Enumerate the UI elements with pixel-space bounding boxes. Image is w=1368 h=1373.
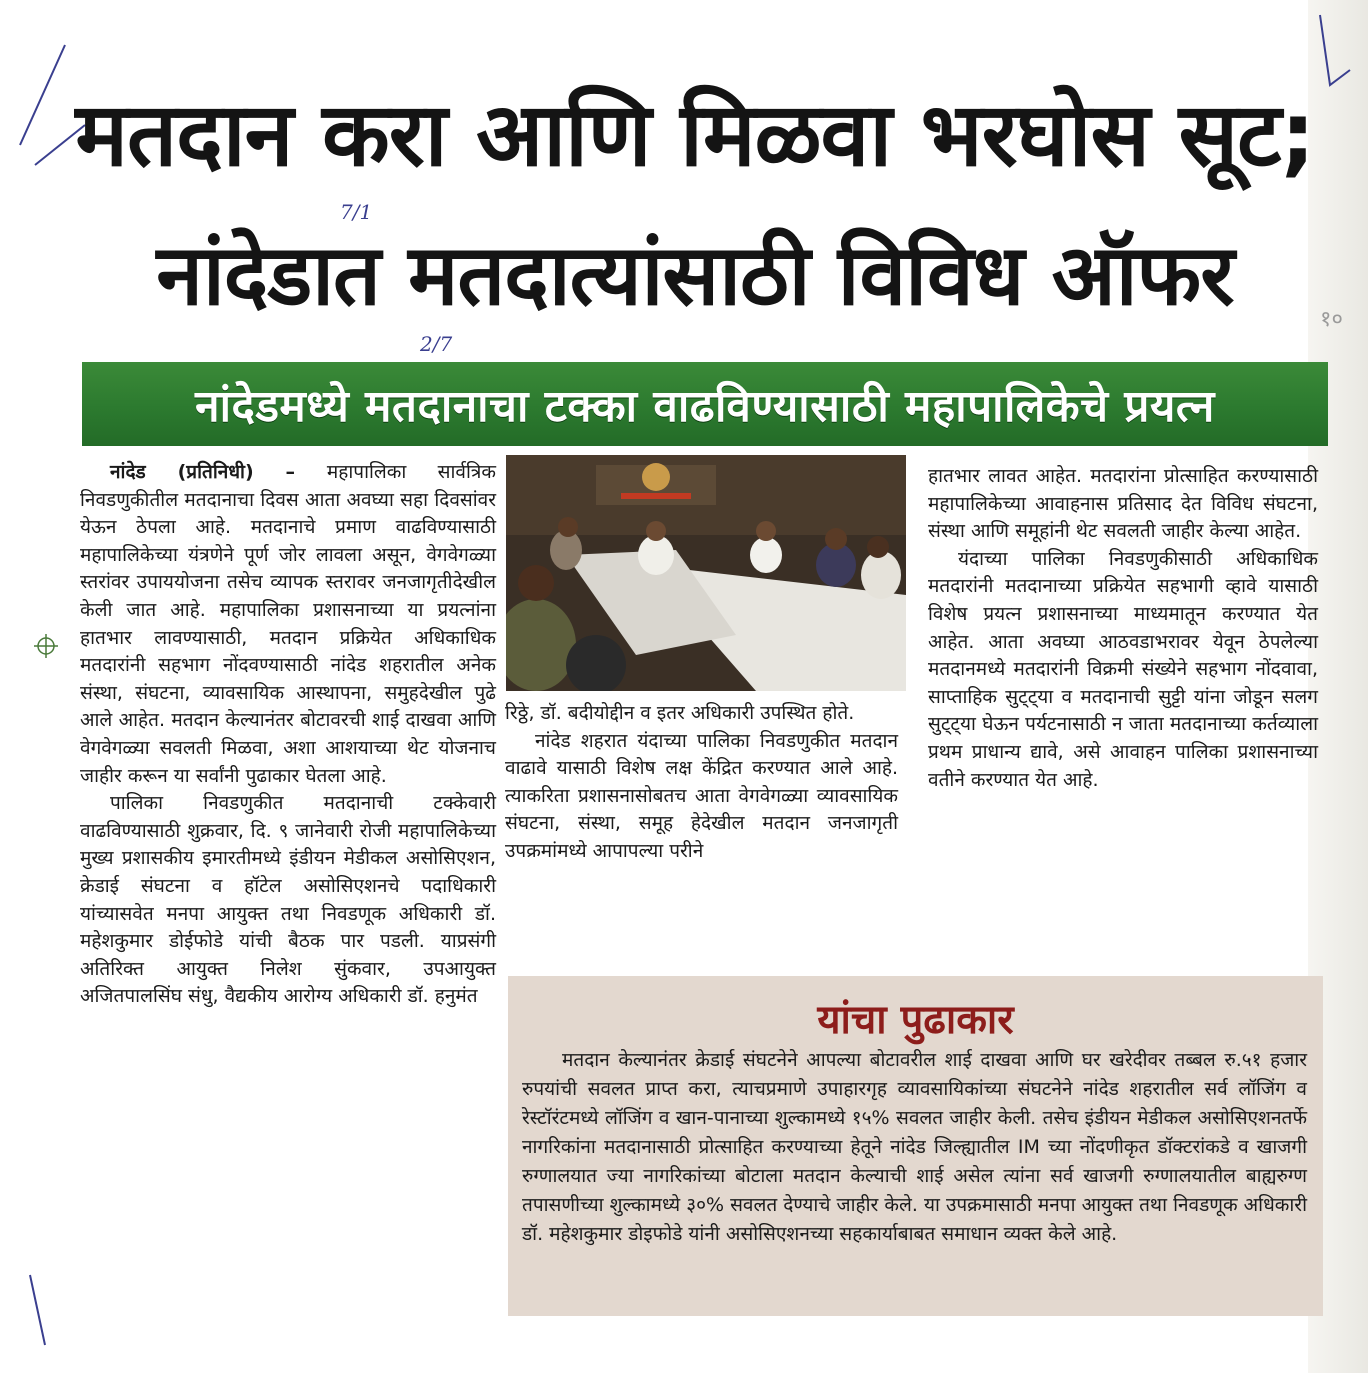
sidebar-box-title: यांचा पुढाकार: [817, 997, 1014, 1043]
subheadline-banner: [82, 362, 1328, 446]
adjacent-column-fragment: १०: [1320, 307, 1343, 332]
sidebar-box-body: [522, 1046, 1307, 1249]
column-2-paragraph-1: रिठ्ठे, डॉ. बदीयोद्दीन व इतर अधिकारी उपस्थित होते.: [505, 702, 855, 724]
column-3-paragraph-1: हातभार लावत आहेत. मतदारांना प्रोत्साहित करण्यासाठी महापालिकेच्या आवाहनास प्रतिसाद देत विविध संघटना, संस्था आणि समूहांनी थेट सवलती जाहीर केल्या आहेत.: [928, 465, 1318, 543]
meeting-photo-image: [506, 455, 906, 691]
column-1-paragraph-1: नांदेड (प्रतिनिधी) – महापालिका सार्वत्रिक निवडणुकीतील मतदानाचा दिवस आता अवघ्या सहा दिवसांवर येऊन ठेपला आहे. मतदानाचे प्रमाण वाढविण्यासाठी महापालिकेच्या यंत्रणेने पूर्ण जोर लावला असून, वेगवेगळ्या स्तरांवर उपाययोजना तसेच व्यापक स्तरावर जनजागृतीदेखील केली जात आहे. महापालिका प्रशासनाच्या या प्रयत्नांना हातभार लावण्यासाठी, मतदान प्रक्रियेत अधिकाधिक मतदारांनी सहभाग नोंदवण्यासाठी नांदेड शहरातील अनेक संस्था, संघटना, व्यावसायिक आस्थापना, समुहदेखील पुढे आले आहेत. मतदान केल्यानंतर बोटावरची शाई दाखवा आणि वेगवेगळ्या सवलती मिळवा, अशा आशयाच्या थेट योजनाच जाहीर करून या सर्वांनी पुढाकार घेतला आहे.: [80, 461, 496, 787]
initiative-sidebar-box: [508, 976, 1323, 1316]
meeting-photo: [506, 455, 906, 691]
pen-mark-bottom-left: [20, 1270, 60, 1350]
handwritten-note-2: 2/7: [420, 332, 453, 356]
article-column-2: [505, 700, 898, 866]
headline-line-2: नांदेडात मतदात्यांसाठी विविध ऑफर: [156, 226, 1234, 324]
column-3-paragraph-2: यंदाच्या पालिका निवडणुकीसाठी अधिकाधिक मतदारांनी मतदानाच्या प्रक्रियेत सहभागी व्हावे यासाठी विशेष प्रयत्न प्रशासनाच्या माध्यमातून करण्यात येत आहेत. आता अवघ्या आठवडाभरावर येवून ठेपलेल्या मतदानमध्ये मतदारांनी विक्रमी संख्येने सहभाग नोंदवावा, साप्ताहिक सुट्ट्या व मतदानाची सुट्टी यांना जोडून सलग सुट्ट्या घेऊन पर्यटनासाठी न जाता मतदानाच्या कर्तव्याला प्रथम प्राधान्य द्यावे, असे आवाहन पालिका प्रशासनाच्या वतीने करण्यात येत आहे.: [928, 547, 1318, 791]
article-column-3: [928, 463, 1318, 794]
headline-line-1: मतदान करा आणि मिळवा भरघोस सूट;: [75, 83, 1315, 186]
article-column-1: [80, 459, 496, 1011]
column-1-paragraph-2: पालिका निवडणुकीत मतदानाची टक्केवारी वाढविण्यासाठी शुक्रवार, दि. ९ जानेवारी रोजी महापालिकेच्या मुख्य प्रशासकीय इमारतीमध्ये इंडीयन मेडीकल असोसिएशन, क्रेडाई संघटना व हॉटेल असोसिएशनचे पदाधिकारी यांच्यासवेत मनपा आयुक्त तथा निवडणूक अधिकारी डॉ. महेशकुमार डोईफोडे यांची बैठक पार पडली. याप्रसंगी अतिरिक्त आयुक्त निलेश सुंकवार, उपआयुक्त अजितपालसिंघ संधु, वैद्यकीय आरोग्य अधिकारी डॉ. हनुमंत: [80, 792, 496, 1008]
subheadline-text: नांदेडमध्ये मतदानाचा टक्का वाढविण्यासाठी महापालिकेचे प्रयत्न: [195, 381, 1215, 432]
dateline: नांदेड (प्रतिनिधी) –: [110, 461, 327, 483]
handwritten-note-1: 7/1: [340, 200, 373, 224]
column-2-paragraph-2: नांदेड शहरात यंदाच्या पालिका निवडणुकीत मतदान वाढावे यासाठी विशेष लक्ष केंद्रित करण्यात आले आहे. त्याकरिता प्रशासनासोबतच आता वेगवेगळ्या व्यावसायिक संघटना, संस्था, समूह हेदेखील मतदान जनजागृती उपक्रमांमध्ये आपापल्या परीने: [505, 729, 898, 862]
sidebar-box-paragraph: मतदान केल्यानंतर क्रेडाई संघटनेने आपल्या बोटावरील शाई दाखवा आणि घर खरेदीवर तब्बल रु.५१ हजार रुपयांची सवलत प्राप्त करा, त्याचप्रमाणे उपाहारगृह व्यावसायिकांच्या संघटनेने नांदेड शहरातील सर्व लॉजिंग व रेस्टॉरंटमध्ये लॉजिंग व खान-पानाच्या शुल्कामध्ये १५% सवलत जाहीर केली. तसेच इंडीयन मेडीकल असोसिएशनतर्फे नागरिकांना मतदानासाठी प्रोत्साहित करण्याच्या हेतूने नांदेड जिल्ह्यातील IM च्या नोंदणीकृत डॉक्टरांकडे व खाजगी रुग्णालयात ज्या नागरिकांच्या बोटाला मतदान केल्याची शाई असेल त्यांना सर्व खाजगी रुग्णालयातील बाह्यरुग्ण तपासणीच्या शुल्कामध्ये ३०% सवलत देण्याचे जाहीर केले. या उपक्रमासाठी मनपा आयुक्त तथा निवडणूक अधिकारी डॉ. महेशकुमार डोइफोडे यांनी असोसिएशनच्या सहकार्याबाबत समाधान व्यक्त केले आहे.: [522, 1049, 1307, 1245]
registration-mark-icon: [34, 634, 58, 658]
